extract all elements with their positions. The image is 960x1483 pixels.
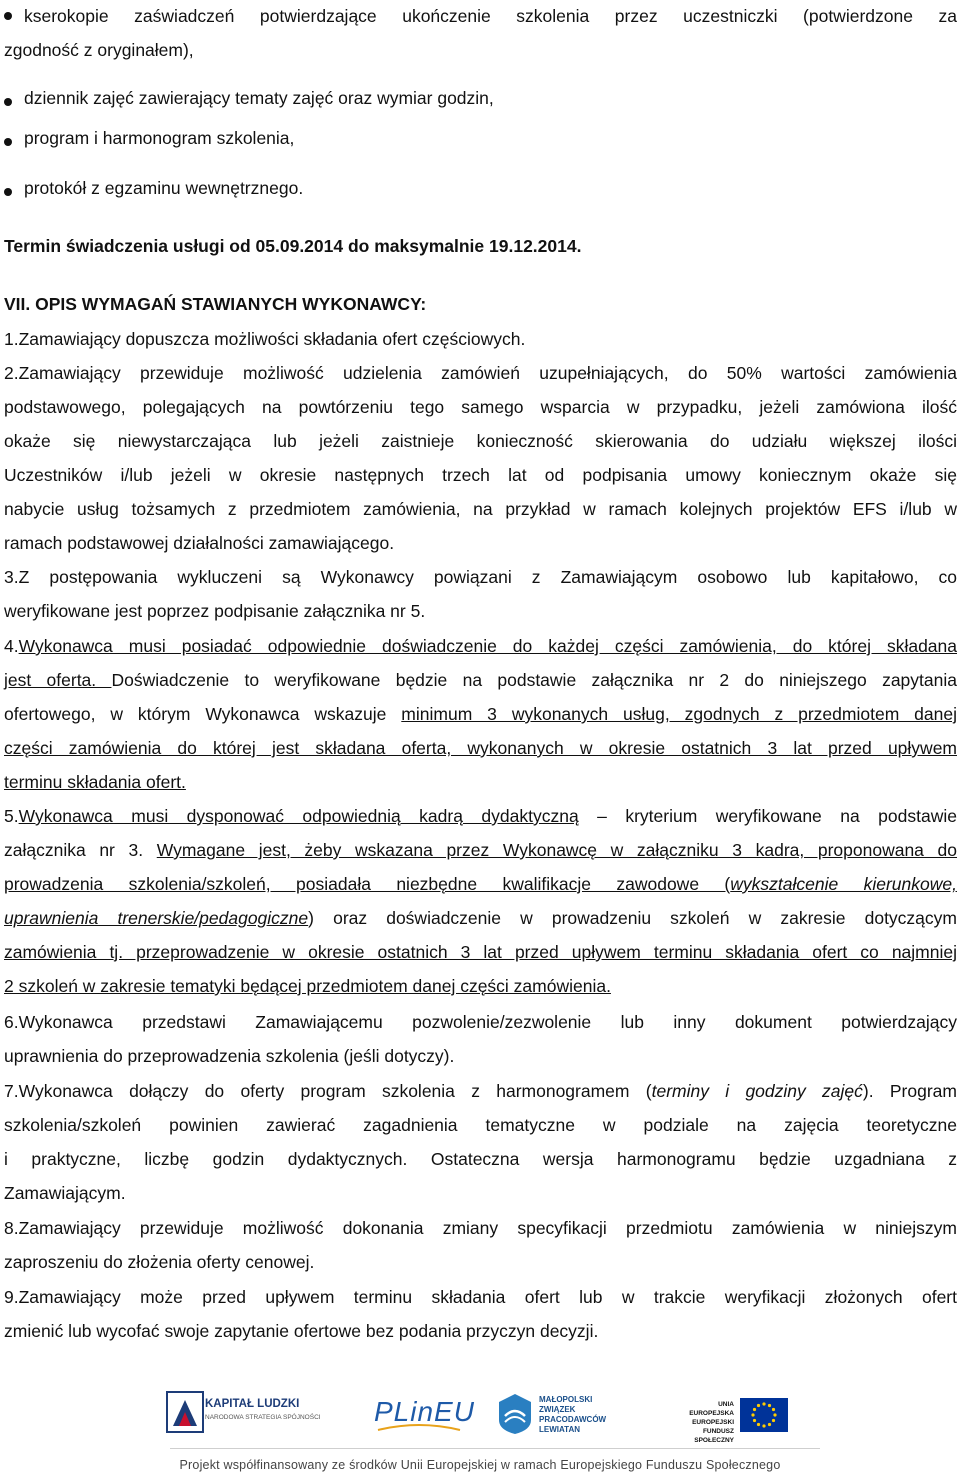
paragraph-line [4,669,957,691]
italic-text: terminy i godziny zajęć [651,1081,863,1101]
logo-text: LEWIATAN [539,1425,581,1434]
paragraph-line: Zamawiającym. [4,1183,126,1203]
paragraph-line: ramach podstawowej działalności zamawiającego. [4,533,395,553]
lewiatan-emblem-icon [497,1392,533,1436]
logo-text: KAPITAŁ LUDZKI [205,1398,300,1410]
paragraph-line: 8.Zamawiający przewiduje możliwość dokonania zmiany specyfikacji przedmiotu zamówienia w niniejszym [4,1218,957,1238]
paragraph-line: weryfikowane jest poprzez podpisanie załącznika nr 5. [4,601,426,621]
paragraph-line [4,873,957,895]
list-item-text: program i harmonogram szkolenia, [24,128,295,148]
kapital-ludzki-logo [165,1390,325,1436]
underlined-text: Wykonawca musi dysponować odpowiednią kadrą dydaktyczną [18,806,579,826]
text: Doświadczenie to weryfikowane będzie na podstawie załącznika nr 2 do niniejszego zapytania [111,670,957,690]
logo-text: PLinEU [374,1396,475,1427]
item-number: 5. [4,806,19,826]
logo-text: MAŁOPOLSKI [539,1395,593,1404]
paragraph-line [4,635,957,657]
paragraph-line: części zamówienia do której jest składana oferta, wykonanych w okresie ostatnich 3 lat przed upływem [4,738,957,758]
item-number: 4. [4,636,19,656]
logo-text: PRACODAWCÓW [539,1415,607,1424]
logo-text-block [539,1395,606,1435]
text: ). Program [862,1081,957,1101]
paragraph-line: szkolenia/szkoleń powinien zawierać zagadnienia tematyczne w podziale na zajęcia teoretyczne [4,1115,957,1135]
underlined-text: Wykonawca musi posiadać odpowiednie doświadczenie do każdej części zamówienia, do której składana [18,636,957,656]
plineu-swoosh-icon [376,1422,462,1434]
bullet-icon [4,12,12,20]
eu-efs-logo [676,1398,796,1444]
logo-text: ZWIĄZEK [539,1405,576,1414]
underlined-italic-text: wykształcenie kierunkowe, [730,874,957,894]
paragraph-line [4,805,957,827]
bullet-icon [4,98,12,106]
underlined-text: Wymagane jest, żeby wskazana przez Wykonawcę w załączniku 3 kadra, proponowana do [156,840,958,860]
footer-divider [170,1448,820,1449]
text: – kryterium weryfikowane na podstawie [578,806,957,826]
list-item-text: kserokopie zaświadczeń potwierdzające ukończenie szkolenia przez uczestniczki (potwierdzone za [24,6,957,26]
paragraph-line [4,839,957,861]
service-term: Termin świadczenia usługi od 05.09.2014 do maksymalnie 19.12.2014. [4,236,582,256]
logo-text: FUNDUSZ SPOŁECZNY [694,1428,734,1444]
list-item-text-continued: zgodność z oryginałem), [4,40,194,60]
paragraph-line [4,703,957,725]
paragraph-line: i praktyczne, liczbę godzin dydaktycznych. Ostateczna wersja harmonogramu będzie uzgadniana z [4,1149,957,1169]
kapital-ludzki-emblem-icon [165,1390,207,1436]
plineu-logo [372,1392,475,1436]
footer-funding-note: Projekt współfinansowany ze środków Unii Europejskiej w ramach Europejskiego Funduszu Społecznego [179,1458,781,1472]
underlined-text: jest oferta. [4,670,112,690]
paragraph-line [4,771,957,793]
list-item-text: protokół z egzaminu wewnętrznego. [24,178,304,198]
text: ) oraz doświadczenie w prowadzeniu szkoleń w zakresie dotyczącym [308,908,957,928]
text: ofertowego, w którym Wykonawca wskazuje [4,704,402,724]
list-item-text: dziennik zajęć zawierający tematy zajęć oraz wymiar godzin, [24,88,494,108]
logo-text: NARODOWA STRATEGIA SPÓJNOŚCI [205,1414,321,1421]
logo-text: EUROPEJSKI [692,1419,734,1426]
bullet-icon [4,138,12,146]
paragraph-line: Uczestników i/lub jeżeli w okresie następnych trzech lat od podpisania umowy koniecznym okaże się [4,465,957,485]
eu-flag-icon [740,1398,788,1432]
text: załącznika nr 3. [4,840,157,860]
logo-text: UNIA EUROPEJSKA [689,1401,734,1417]
paragraph-line: zaproszeniu do złożenia oferty cenowej. [4,1252,315,1272]
logo-text-block [676,1400,734,1445]
section-title: VII. OPIS WYMAGAŃ STAWIANYCH WYKONAWCY: [4,294,427,314]
underlined-text: terminu składania ofert. [4,772,186,792]
paragraph-line: nabycie usług tożsamych z przedmiotem zamówienia, na przykład w ramach kolejnych projektów EFS i/lub w [4,499,957,519]
paragraph-1: 1.Zamawiający dopuszcza możliwości składania ofert częściowych. [4,329,526,349]
paragraph-line: 2.Zamawiający przewiduje możliwość udzielenia zamówień uzupełniających, do 50% wartości zamówienia [4,363,957,383]
paragraph-line: 9.Zamawiający może przed upływem terminu składania ofert lub w trakcie weryfikacji złożonych ofert [4,1287,957,1307]
paragraph-line [4,907,957,929]
underlined-italic-text: uprawnienia trenerskie/pedagogiczne [4,908,309,928]
paragraph-line: 3.Z postępowania wykluczeni są Wykonawcy powiązani z Zamawiającym osobowo lub kapitałowo, co [4,567,957,587]
underlined-text: 2 szkoleń w zakresie tematyki będącej przedmiotem danej części zamówienia. [4,976,611,996]
paragraph-line: zmienić lub wycofać swoje zapytanie ofertowe bez podania przyczyn decyzji. [4,1321,599,1341]
underlined-text: minimum 3 wykonanych usług, zgodnych z przedmiotem danej [401,704,957,724]
paragraph-line: 6.Wykonawca przedstawi Zamawiającemu pozwolenie/zezwolenie lub inny dokument potwierdzający [4,1012,957,1032]
paragraph-line: okaże się niewystarczająca lub jeżeli zaistnieje konieczność skierowania do udziału większej ilości [4,431,957,451]
paragraph-line: podstawowego, polegających na powtórzeniu tego samego wsparcia w przypadku, jeżeli zamówiona ilość [4,397,957,417]
bullet-icon [4,188,12,196]
paragraph-line [4,975,957,997]
lewiatan-logo [497,1392,627,1440]
underlined-text: prowadzenia szkolenia/szkoleń, posiadała niezbędne kwalifikacje zawodowe ( [4,874,731,894]
paragraph-line [4,1080,957,1102]
paragraph-line: zamówienia tj. przeprowadzenie w okresie ostatnich 3 lat przed upływem terminu składania ofert co najmniej [4,942,957,962]
text: 7.Wykonawca dołączy do oferty program szkolenia z harmonogramem ( [4,1081,652,1101]
paragraph-line: uprawnienia do przeprowadzenia szkolenia (jeśli dotyczy). [4,1046,455,1066]
